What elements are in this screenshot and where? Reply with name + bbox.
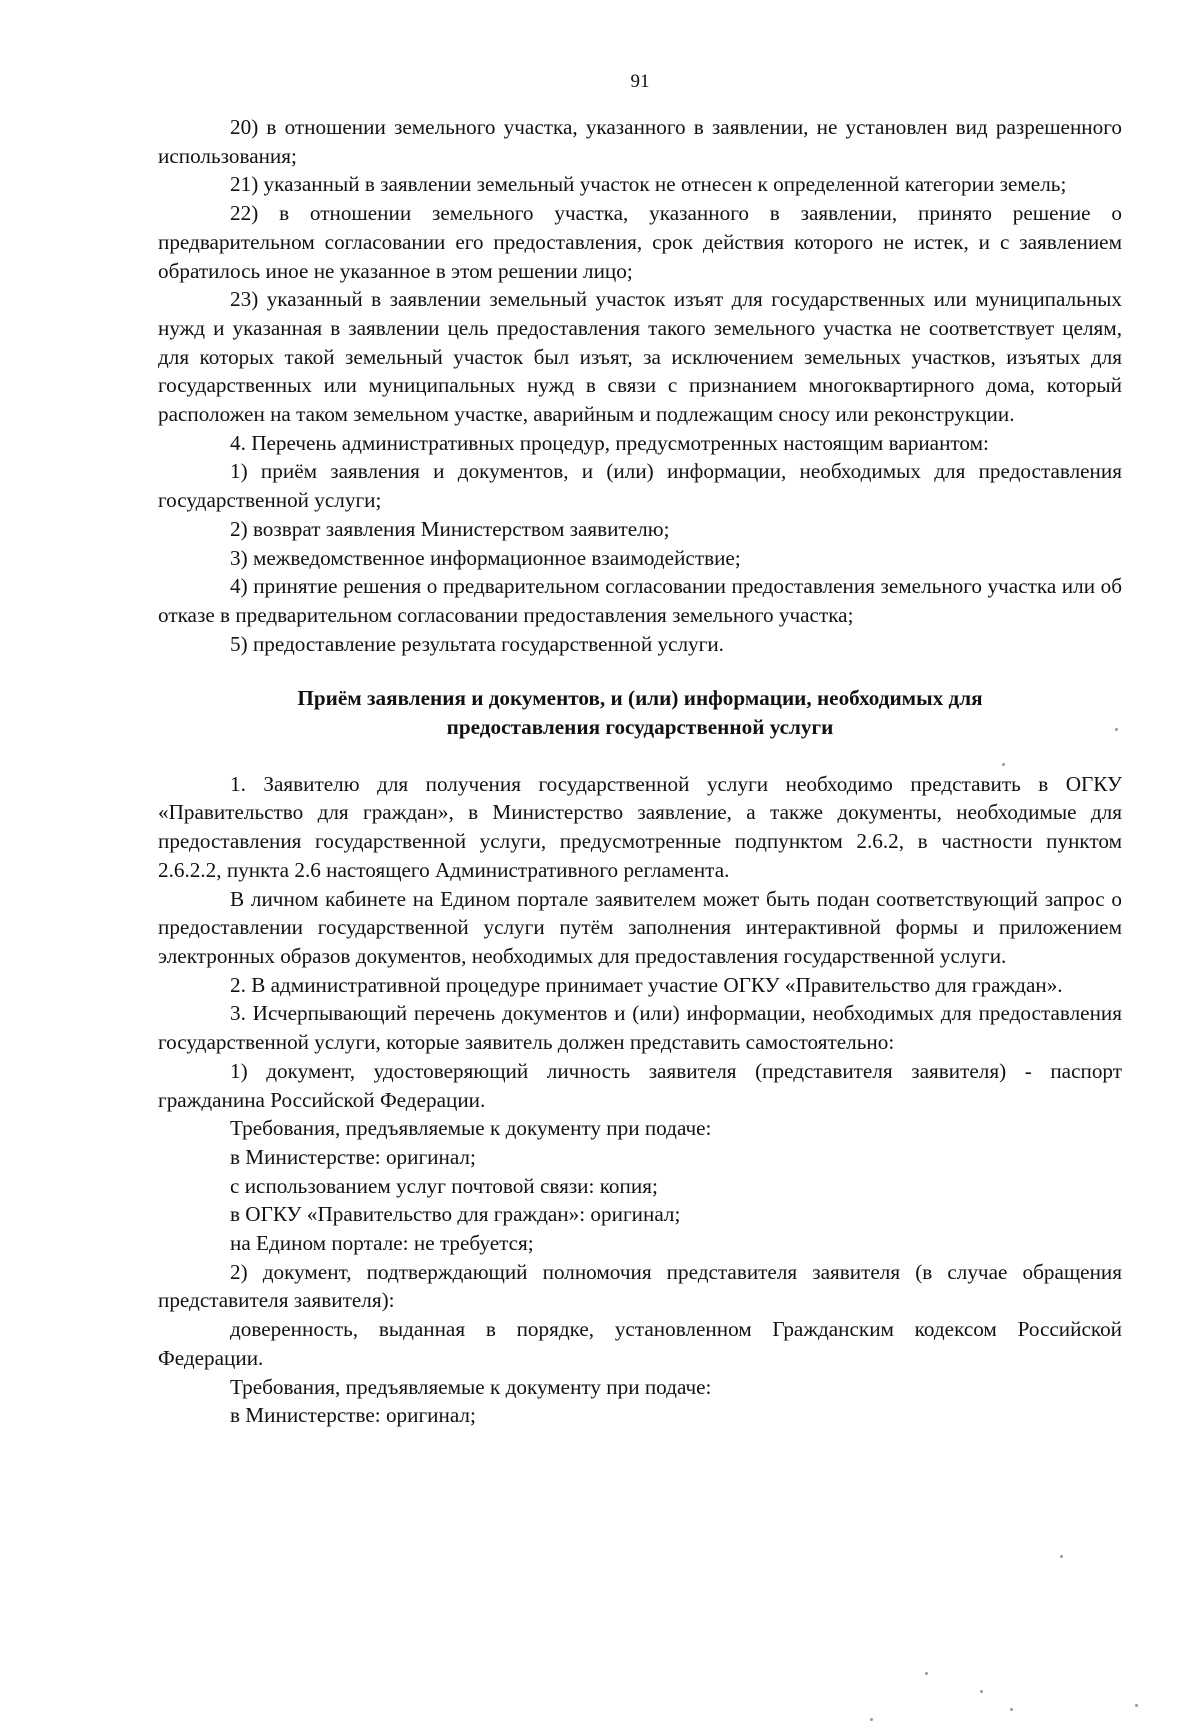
- paragraph-ogku-original: в ОГКУ «Правительство для граждан»: оригинал;: [230, 1202, 681, 1227]
- scan-speck: [1060, 1555, 1063, 1558]
- paragraph-item-20: 20) в отношении земельного участка, указанного в заявлении, не установлен вид разрешенного использования;: [158, 115, 1122, 168]
- paragraph-requirements-1: Требования, предъявляемые к документу при подаче:: [230, 1116, 712, 1141]
- paragraph-portal-not-required: на Едином портале: не требуется;: [230, 1231, 534, 1256]
- paragraph-personal-cabinet: В личном кабинете на Едином портале заявителем может быть подан соответствующий запрос о предоставлении государственной услуги путём заполнения интерактивной формы и приложением электронных образов документов, необходимых для предоставления государственной услуги.: [158, 886, 1122, 968]
- paragraph-item-22: 22) в отношении земельного участка, указанного в заявлении, принято решение о предварительном согласовании его предоставления, срок действия которого не истек, и с заявлением обратилось иное не указанное в этом решении лицо;: [158, 201, 1122, 283]
- paragraph-procedure-1: 1) приём заявления и документов, и (или) информации, необходимых для предоставления государственной услуги;: [158, 459, 1122, 513]
- section-heading-line-1: Приём заявления и документов, и (или) информации, необходимых для: [297, 686, 983, 711]
- paragraph-document-2: 2) документ, подтверждающий полномочия представителя заявителя (в случае обращения представителя заявителя):: [158, 1259, 1122, 1313]
- section-heading-line-2: предоставления государственной услуги: [446, 715, 834, 740]
- paragraph-procedure-2: 2) возврат заявления Министерством заявителю;: [230, 516, 670, 541]
- scan-speck: [925, 1672, 928, 1675]
- paragraph-procedure-3: 3) межведомственное информационное взаимодействие;: [230, 545, 741, 570]
- paragraph-procedure-5: 5) предоставление результата государственной услуги.: [230, 631, 724, 656]
- scan-speck: [1010, 1708, 1013, 1711]
- scan-speck: [980, 1690, 983, 1693]
- scan-speck: [1135, 1704, 1138, 1707]
- paragraph-ministry-original-1: в Министерстве: оригинал;: [230, 1144, 476, 1169]
- paragraph-procedures-list-intro: 4. Перечень административных процедур, предусмотренных настоящим вариантом:: [230, 430, 989, 455]
- paragraph-requirements-2: Требования, предъявляемые к документу при подаче:: [230, 1374, 712, 1399]
- paragraph-procedure-4: 4) принятие решения о предварительном согласовании предоставления земельного участка или об отказе в предварительном согласовании предоставления земельного участка;: [158, 574, 1122, 627]
- scan-speck: [1115, 728, 1118, 731]
- scan-speck: [870, 1718, 873, 1721]
- paragraph-section-3: 3. Исчерпывающий перечень документов и (или) информации, необходимых для предоставления государственной услуги, которые заявитель должен представить самостоятельно:: [158, 1001, 1122, 1055]
- paragraph-ministry-original-2: в Министерстве: оригинал;: [230, 1403, 476, 1428]
- paragraph-item-21: 21) указанный в заявлении земельный участок не отнесен к определенной категории земель;: [230, 172, 1067, 197]
- paragraph-section-1: 1. Заявителю для получения государственной услуги необходимо представить в ОГКУ «Правительство для граждан», в Министерство заявление, а также документы, необходимые для предоставления государственной услуги, предусмотренные подпунктом 2.6.2, в частности пунктом 2.6.2.2, пункта 2.6 настоящего Административного регламента.: [158, 771, 1122, 882]
- section-heading: [158, 684, 1122, 741]
- page-number: 91: [630, 71, 650, 92]
- scan-speck: [1002, 763, 1005, 766]
- paragraph-postal-copy: с использованием услуг почтовой связи: копия;: [230, 1173, 658, 1198]
- paragraph-section-2: 2. В административной процедуре принимает участие ОГКУ «Правительство для граждан».: [230, 972, 1063, 997]
- paragraph-document-1: 1) документ, удостоверяющий личность заявителя (представителя заявителя) - паспорт гражданина Российской Федерации.: [158, 1058, 1122, 1112]
- paragraph-item-23: 23) указанный в заявлении земельный участок изъят для государственных или муниципальных нужд и указанная в заявлении цель предоставления такого земельного участка не соответствует целям, для которых такой земельный участок был изъят, за исключением земельных участков, изъятых для государственных или муниципальных нужд в связи с признанием многоквартирного дома, который расположен на таком земельном участке, аварийным и подлежащим сносу или реконструкции.: [158, 287, 1122, 427]
- paragraph-power-of-attorney: доверенность, выданная в порядке, установленном Гражданским кодексом Российской Федерации.: [158, 1317, 1122, 1370]
